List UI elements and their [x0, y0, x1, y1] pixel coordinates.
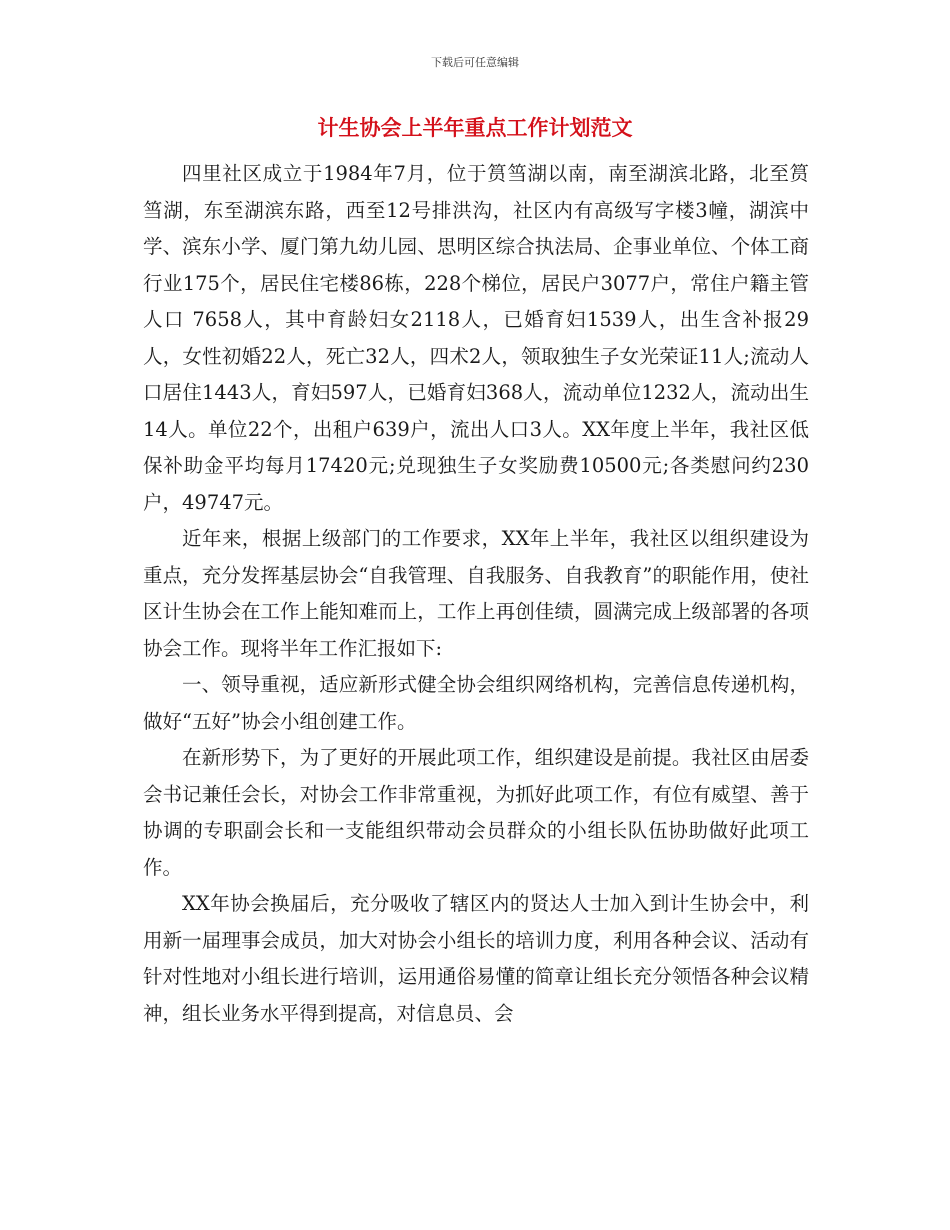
header-note: 下载后可任意编辑	[431, 56, 519, 69]
document-body	[143, 156, 809, 1032]
paragraph-organization: 在新形势下，为了更好的开展此项工作，组织建设是前提。我社区由居委会书记兼任会长，对协会工作非常重视，为抓好此项工作，有位有威望、善于协调的专职副会长和一支能组织带动会员群众的小组长队伍协助做好此项工作。	[143, 746, 809, 879]
paragraph-training: XX年协会换届后，充分吸收了辖区内的贤达人士加入到计生协会中，利用新一届理事会成员，加大对协会小组长的培训力度，利用各种会议、活动有针对性地对小组长进行培训，运用通俗易懂的简章让组长充分领悟各种会议精神，组长业务水平得到提高，对信息员、会	[143, 892, 809, 1025]
paragraph-work-summary: 近年来，根据上级部门的工作要求，XX年上半年，我社区以组织建设为重点，充分发挥基层协会“自我管理、自我服务、自我教育”的职能作用，使社区计生协会在工作上能知难而上，工作上再创佳绩，圆满完成上级部署的各项协会工作。现将半年工作汇报如下:	[143, 527, 809, 660]
paragraph-community-overview: 四里社区成立于1984年7月，位于筼筜湖以南，南至湖滨北路，北至筼筜湖，东至湖滨东路，西至12号排洪沟，社区内有高级写字楼3幢，湖滨中学、滨东小学、厦门第九幼儿园、思明区综合执法局、企事业单位、个体工商行业175个，居民住宅楼86栋，228个梯位，居民户3077户，常住户籍主管人口 7658人，其中育龄妇女2118人，已婚育妇1539人，出生含补报29人，女性初婚22人，死亡32人，四术2人，领取独生子女光荣证11人;流动人口居住1443人，育妇597人，已婚育妇368人，流动单位1232人，流动出生14人。单位22个，出租户639户，流出人口3人。XX年度上半年，我社区低保补助金平均每月17420元;兑现独生子女奖励费10500元;各类慰问约230户，49747元。	[143, 162, 809, 514]
document-title: 计生协会上半年重点工作计划范文	[317, 116, 633, 140]
paragraph-section-one-heading: 一、领导重视，适应新形式健全协会组织网络机构，完善信息传递机构，做好“五好”协会小组创建工作。	[143, 673, 809, 733]
